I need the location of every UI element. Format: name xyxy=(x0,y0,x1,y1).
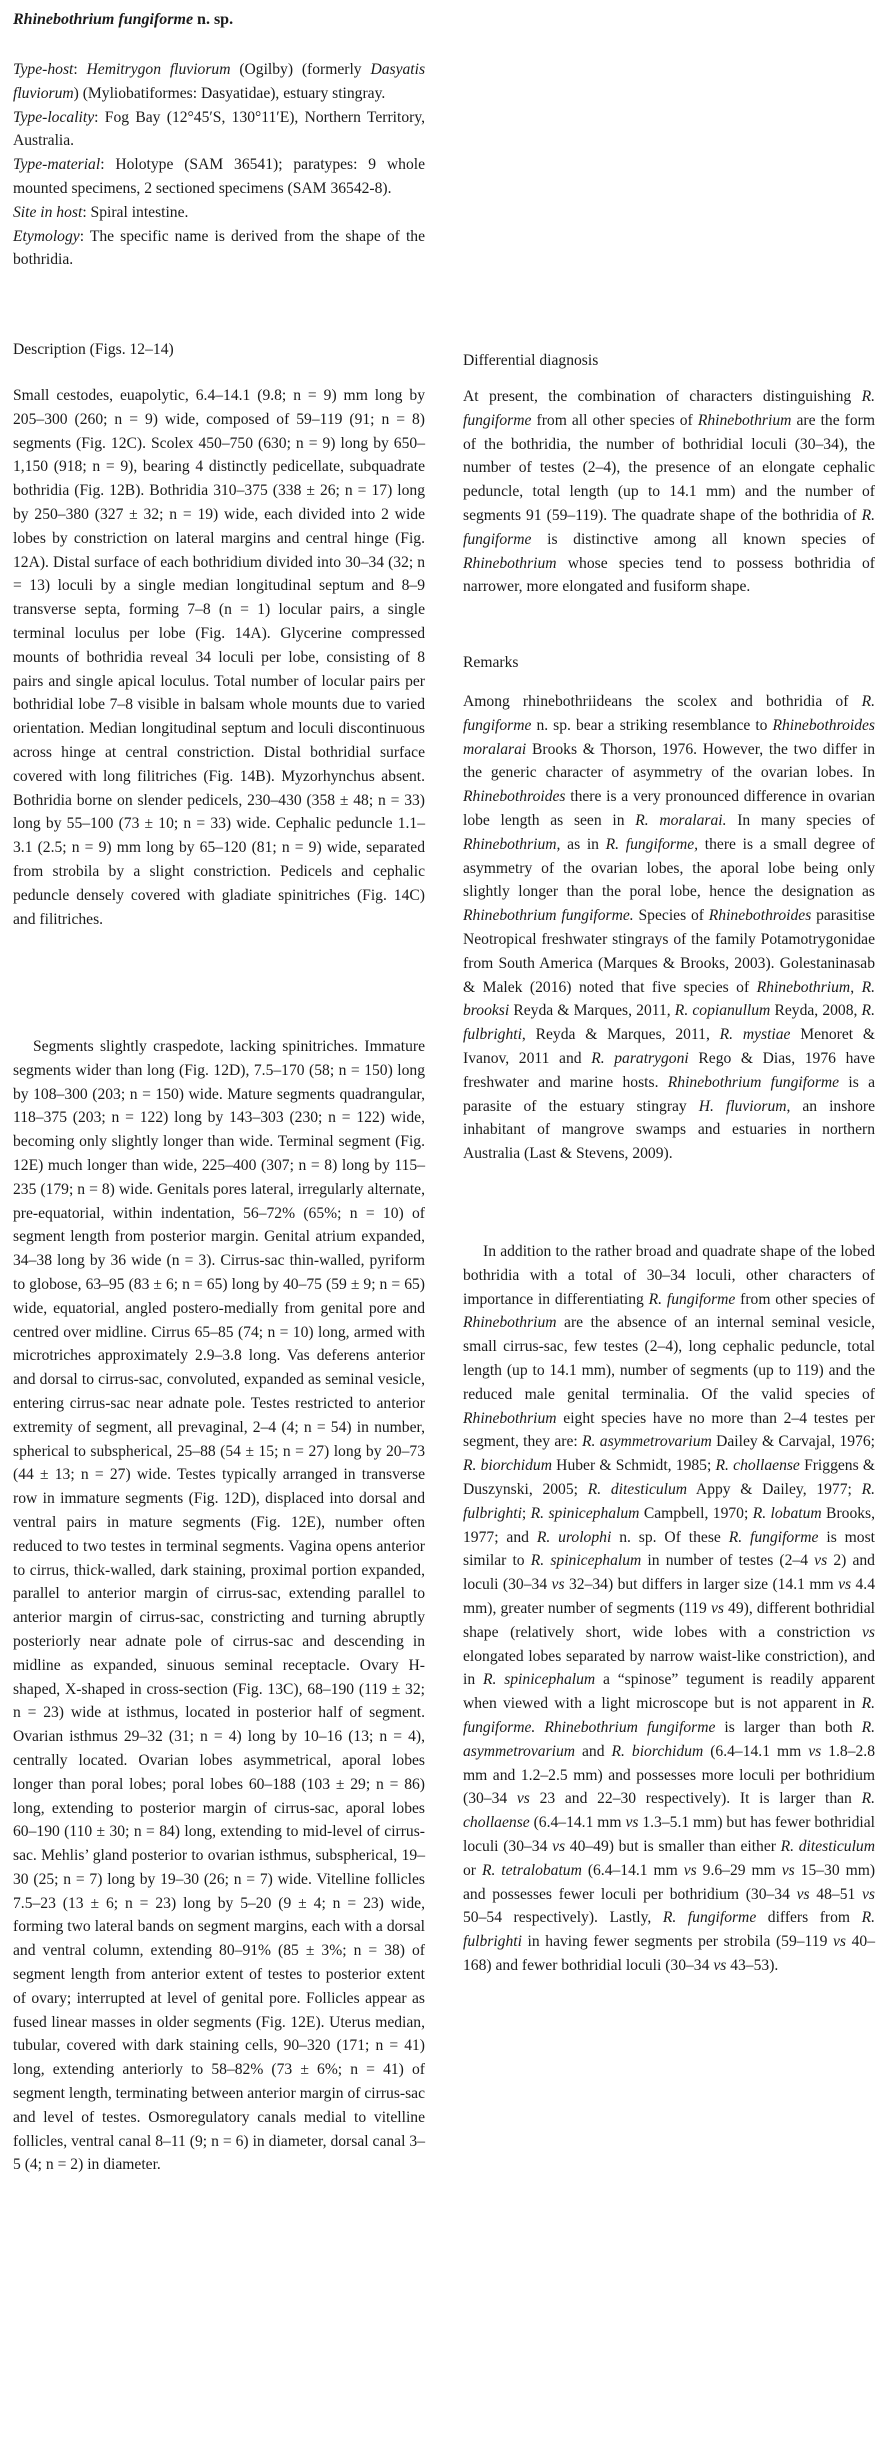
meta-label: Type-material xyxy=(13,156,101,174)
description-heading: Description (Figs. 12–14) xyxy=(13,341,174,358)
species-title-italic: Rhinebothrium fungiforme xyxy=(13,11,194,28)
meta-site-in-host: Site in host: Spiral intestine. xyxy=(13,203,189,221)
meta-label: Type-host xyxy=(13,61,74,78)
meta-label: Etymology xyxy=(13,227,80,245)
species-title xyxy=(13,8,233,32)
meta-type-locality: Type-locality: Fog Bay (12°45′S, 130°11′E), Northern Territory, Australia. xyxy=(13,108,426,150)
meta-type-host: Type-host: Hemitrygon fluviorum (Ogilby) (formerly Dasyatis fluviorum) (Myliobatiformes: Dasyatidae), estuary stingray. xyxy=(13,61,426,102)
type-metadata xyxy=(13,58,425,272)
differential-diagnosis-heading: Differential diagnosis xyxy=(463,352,599,369)
remarks-heading: Remarks xyxy=(463,654,519,671)
description-paragraph-1: Small cestodes, euapolytic, 6.4–14.1 (9.8; n = 9) mm long by 205–300 (260; n = 9) wide, composed of 59–119 (91; n = 8) segments (Fig. 12C). Scolex 450–750 (630; n = 9) long by 650–1,150 (918; n = 9), bearing 4 distinctly pedicellate, subquadrate bothridia (Fig. 12B). Bothridia 310–375 (338 ± 26; n = 17) long by 250–380 (327 ± 32; n = 19) wide, each divided into 2 wide lobes by constriction on lateral margins and central hinge (Fig. 12A). Distal surface of each bothridium divided into 30–34 (32; n = 13) loculi by a single median longitudinal septum and 8–9 transverse septa, forming 7–8 (n = 1) locular pairs, a single terminal loculus per lobe (Fig. 14A). Glycerine compressed mounts of bothridia reveal 34 loculi per lobe, consisting of 8 pairs and single apical loculus. Total number of locular pairs per bothridial lobe 7–8 visible in balsam whole mounts due to varied orientation. Median longitudinal septum and loculi discontinuous across hinge at central constriction. Distal bothridial surface covered with long filitriches (Fig. 14B). Myzorhynchus absent. Bothridia borne on slender pedicels, 230–430 (358 ± 48; n = 33) long by 55–100 (73 ± 10; n = 33) wide. Cephalic peduncle 1.1–3.1 (2.5; n = 9) mm long by 65–120 (81; n = 9) wide, separated from strobila by a slight constriction. Pedicels and cephalic peduncle densely covered with gladiate spinitriches (Fig. 14C) and filitriches. xyxy=(13,387,425,928)
differential-diagnosis-paragraph: At present, the combination of characters distinguishing R. fungiforme from all other species of Rhinebothrium are the form of the bothridia, the number of bothridial loculi (30–34), the number of testes (2–4), the presence of an elongate cephalic peduncle, total length (up to 14.1 mm) and the number of segments 91 (59–119). The quadrate shape of the bothridia of R. fungiforme is distinctive among all known species of Rhinebothrium whose species tend to possess bothridia of narrower, more elongated and fusiform shape. xyxy=(463,388,875,596)
remarks-paragraph-2: In addition to the rather broad and quadrate shape of the lobed bothridia with a total of 30–34 loculi, other characters of importance in differentiating R. fungiforme from other species of Rhinebothrium are the absence of an internal seminal vesicle, small cirrus-sac, few testes (2–4), long cephalic peduncle, total length (up to 14.1 mm), number of segments (up to 119) and the reduced male genital terminalia. Of the valid species of Rhinebothrium eight species have no more than 2–4 testes per segment, they are: R. asymmetrovarium Dailey & Carvajal, 1976; R. biorchidum Huber & Schmidt, 1985; R. chollaense Friggens & Duszynski, 2005; R. ditesticulum Appy & Dailey, 1977; R. fulbrighti; R. spinicephalum Campbell, 1970; R. lobatum Brooks, 1977; and R. urolophi n. sp. Of these R. fungiforme is most similar to R. spinicephalum in number of testes (2–4 vs 2) and loculi (30–34 vs 32–34) but differs in larger size (14.1 mm vs 4.4 mm), greater number of segments (119 vs 49), different bothridial shape (relatively short, wide lobes with a constriction vs elongated lobes separated by narrow waist-like constriction), and in R. spinicephalum a “spinose” tegument is readily apparent when viewed with a light microscope but is not apparent in R. fungiforme. Rhinebothrium fungiforme is larger than both R. asymmetrovarium and R. biorchidum (6.4–14.1 mm vs 1.8–2.8 mm and 1.2–2.5 mm) and possesses more loculi per bothridium (30–34 vs 23 and 22–30 respectively). It is larger than R. chollaense (6.4–14.1 mm vs 1.3–5.1 mm) but has fewer bothridial loculi (30–34 vs 40–49) but is smaller than either R. ditesticulum or R. tetralobatum (6.4–14.1 mm vs 9.6–29 mm vs 15–30 mm) and possesses fewer loculi per bothridium (30–34 vs 48–51 vs 50–54 respectively). Lastly, R. fungiforme differs from R. fulbrighti in having fewer segments per strobila (59–119 vs 40–168) and fewer bothridial loculi (30–34 vs 43–53). xyxy=(463,1243,876,1974)
species-title-suffix: n. sp. xyxy=(193,11,234,28)
remarks-paragraph-1: Among rhinebothriideans the scolex and bothridia of R. fungiforme n. sp. bear a striking resemblance to Rhinebothroides moralarai Brooks & Thorson, 1976. However, the two differ in the generic character of asymmetry of the ovarian lobes. In Rhinebothroides there is a very pronounced difference in ovarian lobe length as seen in R. moralarai. In many species of Rhinebothrium, as in R. fungiforme, there is a small degree of asymmetry of the ovarian lobes, the aporal lobe being only slightly longer than the poral lobe, hence the designation as Rhinebothrium fungiforme. Species of Rhinebothroides parasitise Neotropical freshwater stingrays of the family Potamotrygonidae from South America (Marques & Brooks, 2003). Golestaninasab & Malek (2016) noted that five species of Rhinebothrium, R. brooksi Reyda & Marques, 2011, R. copianullum Reyda, 2008, R. fulbrighti, Reyda & Marques, 2011, R. mystiae Menoret & Ivanov, 2011 and R. paratrygoni Rego & Dias, 1976 have freshwater and marine hosts. Rhinebothrium fungiforme is a parasite of the estuary stingray H. fluviorum, an inshore inhabitant of mangrove swamps and estuaries in northern Australia (Last & Stevens, 2009). xyxy=(463,693,876,1163)
meta-type-material: Type-material: Holotype (SAM 36541); paratypes: 9 whole mounted specimens, 2 sectioned specimens (SAM 36542-8). xyxy=(13,156,425,197)
meta-label: Type-locality xyxy=(13,108,95,126)
description-paragraph-2: Segments slightly craspedote, lacking spinitriches. Immature segments wider than long (Fig. 12D), 7.5–170 (58; n = 150) long by 108–300 (203; n = 150) wide. Mature segments quadrangular, 118–375 (203; n = 122) long by 143–303 (230; n = 122) wide, becoming only slightly longer than wide. Terminal segment (Fig. 12E) much longer than wide, 225–400 (307; n = 8) long by 115–235 (179; n = 8) wide. Genitals pores lateral, irregularly alternate, pre-equatorial, within indentation, 56–72% (65%; n = 10) of segment length from posterior margin. Genital atrium expanded, 34–38 long by 36 wide (n = 3). Cirrus-sac thin-walled, pyriform to globose, 63–95 (83 ± 6; n = 65) long by 40–75 (59 ± 9; n = 65) wide, equatorial, angled postero-medially from genital pore and centred over midline. Cirrus 65–85 (74; n = 10) long, armed with microtriches approximately 2.9–3.8 long. Vas deferens anterior and dorsal to cirrus-sac, convoluted, expanded as seminal vesicle, entering cirrus-sac near adnate pole. Testes restricted to anterior extremity of segment, all prevaginal, 2–4 (4; n = 54) in number, spherical to subspherical, 25–88 (54 ± 15; n = 27) long by 20–73 (44 ± 13; n = 27) wide. Testes typically arranged in transverse row in immature segments (Fig. 12D), displaced into dorsal and ventral pairs in mature segments (Fig. 12E), number often reduced to two testes in terminal segments. Vagina opens anterior to cirrus, thick-walled, dark staining, proximal portion expanded, parallel to anterior margin of cirrus-sac, extending parallel to anterior margin of cirrus-sac, constricting and turning abruptly posteriorly near adnate pole of cirrus-sac and descending in midline as expanded, sinuous seminal receptacle. Ovary H-shaped, X-shaped in cross-section (Fig. 13C), 68–190 (119 ± 32; n = 23) wide at isthmus, located in posterior half of segment. Ovarian isthmus 29–32 (31; n = 4) long by 10–16 (13; n = 4), centrally located. Ovarian lobes asymmetrical, aporal lobes longer than poral lobes; poral lobes 60–188 (103 ± 29; n = 86) long, extending to posterior margin of cirrus-sac, aporal lobes 60–190 (110 ± 30; n = 84) long, extending to mid-level of cirrus-sac. Mehlis’ gland posterior to ovarian isthmus, subspherical, 19–30 (25; n = 7) long by 19–30 (26; n = 7) wide. Vitelline follicles 7.5–23 (13 ± 6; n = 23) long by 5–20 (9 ± 4; n = 23) wide, forming two lateral bands on segment margins, each with a dorsal and ventral column, extending 80–91% (85 ± 3%; n = 38) of segment length from anterior extent of testes to posterior extent of ovary; interrupted at level of genital pore. Follicles appear as fused linear masses in older segments (Fig. 12E). Uterus median, tubular, covered with dark staining cells, 90–320 (171; n = 41) long, extending anteriorly to 58–82% (73 ± 6%; n = 41) of segment length, terminating between anterior margin of cirrus-sac and level of testes. Osmoregulatory canals medial to vitelline follicles, ventral canal 8–11 (9; n = 6) in diameter, dorsal canal 3–5 (4; n = 2) in diameter. xyxy=(13,1038,425,2174)
meta-etymology: Etymology: The specific name is derived from the shape of the bothridia. xyxy=(13,227,425,269)
meta-label: Site in host xyxy=(13,203,83,221)
